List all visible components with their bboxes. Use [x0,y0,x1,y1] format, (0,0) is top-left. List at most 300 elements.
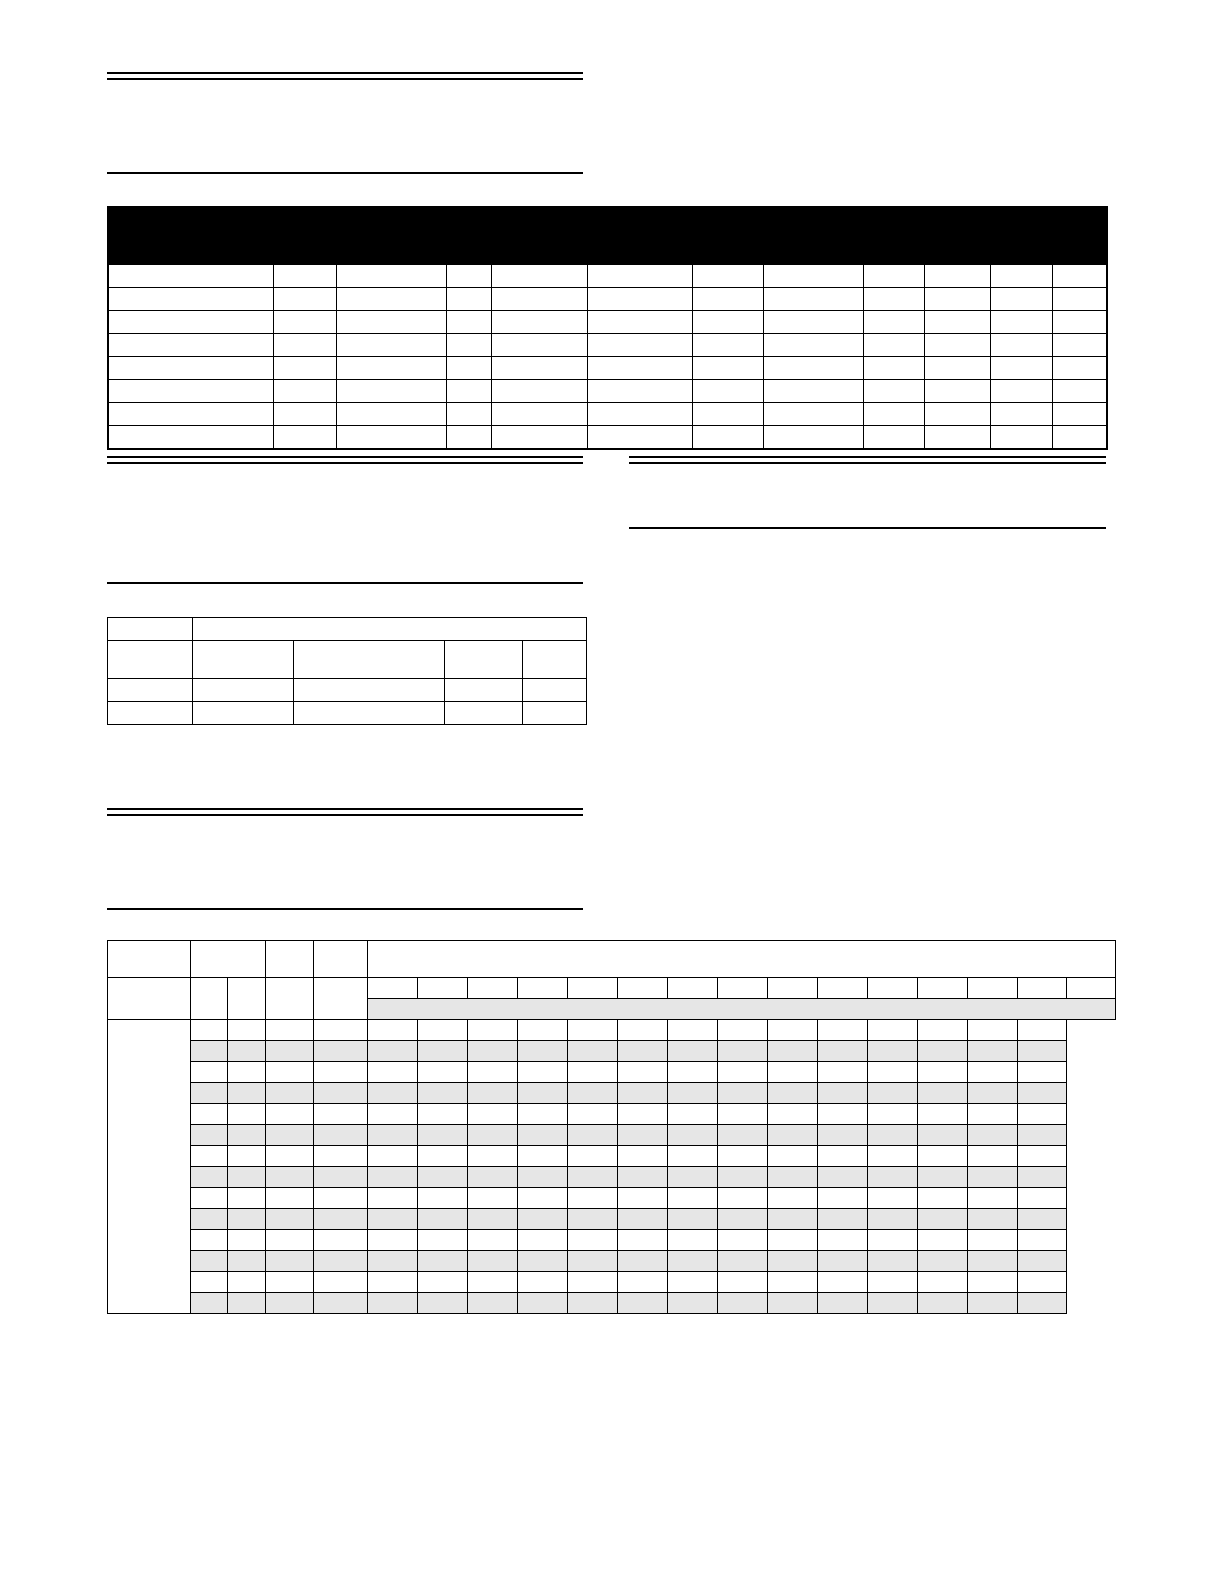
table-cell [108,403,273,426]
table-cell [273,357,336,380]
table-row [108,1272,1116,1293]
table-cell [445,702,523,725]
table-cell [618,1167,668,1188]
table-cell [368,1083,418,1104]
table-cell [1052,311,1107,334]
table-cell [668,1020,718,1041]
table-row [108,1104,1116,1125]
table-cell [587,311,692,334]
table-cell [314,1104,368,1125]
table-cell [446,334,491,357]
table-cell [818,1293,868,1314]
table-cell [618,1230,668,1251]
table-cell [863,403,924,426]
data-table-1 [107,206,1108,450]
table-cell [968,1251,1018,1272]
table-cell [668,1230,718,1251]
table-cell [368,1041,418,1062]
table-cell [768,1083,818,1104]
table-cell [618,1104,668,1125]
table-cell [568,1104,618,1125]
table-cell [618,1251,668,1272]
table-cell [445,679,523,702]
table-cell [868,1041,918,1062]
table-cell [491,288,587,311]
table-cell [228,1167,266,1188]
table-cell [1018,1020,1067,1041]
table-column-number [368,978,418,999]
table-cell [768,1104,818,1125]
table-cell [863,357,924,380]
table-cell [718,1125,768,1146]
table-cell [368,1104,418,1125]
table-cell [968,1020,1018,1041]
table-cell [568,1125,618,1146]
table-cell [468,1230,518,1251]
table-cell [108,702,193,725]
table-row [108,1041,1116,1062]
table-cell [668,1041,718,1062]
table-cell [1018,1125,1067,1146]
table-row [108,1062,1116,1083]
table-cell [491,311,587,334]
table-cell [191,1104,228,1125]
table-cell [718,1188,768,1209]
table-cell [228,1188,266,1209]
table-column-number [968,978,1018,999]
table-cell [266,1104,314,1125]
table-cell [918,1293,968,1314]
table-cell [692,334,763,357]
table-cell [518,1251,568,1272]
table-cell [468,1209,518,1230]
table-cell [468,1293,518,1314]
table-header-cell [266,978,314,1020]
table-sub-header-row [108,641,587,679]
table-cell [968,1083,1018,1104]
table-cell [1018,1209,1067,1230]
table-cell [1018,1083,1067,1104]
table-cell [336,288,446,311]
table-cell [314,1251,368,1272]
table-cell [368,1272,418,1293]
table-cell [228,1272,266,1293]
table-cell [108,265,273,288]
table-cell [491,426,587,450]
table-cell [446,265,491,288]
table-row [108,1188,1116,1209]
table-cell [924,357,990,380]
table-cell [818,1083,868,1104]
table-cell [368,1230,418,1251]
table-cell [618,1125,668,1146]
table-header-cell [273,207,336,265]
table-row [108,1020,1116,1041]
table-column-number [818,978,868,999]
table-cell [768,1125,818,1146]
table-cell [718,1083,768,1104]
table-cell [818,1230,868,1251]
table-cell [968,1293,1018,1314]
table-cell [418,1083,468,1104]
table-cell [446,357,491,380]
table-cell [818,1167,868,1188]
table-cell [868,1125,918,1146]
section-rule-bottom [629,527,1106,529]
table-cell [968,1167,1018,1188]
table-cell [587,334,692,357]
table-row [108,1125,1116,1146]
table-cell [418,1230,468,1251]
table-cell [108,311,273,334]
table-cell [368,1209,418,1230]
table-cell [418,1209,468,1230]
table-cell [468,1167,518,1188]
table-cell [518,1083,568,1104]
table-cell [918,1188,968,1209]
table-cell [518,1041,568,1062]
table-cell [768,1209,818,1230]
table-cell [446,426,491,450]
table-column-number [618,978,668,999]
table-cell [587,380,692,403]
table-cell [336,426,446,450]
table-cell [868,1251,918,1272]
table-cell [273,334,336,357]
table-cell [294,702,445,725]
table-cell [968,1041,1018,1062]
table-cell [228,1146,266,1167]
table-column-number-row [108,978,1116,999]
table-cell [868,1062,918,1083]
table-column-number [668,978,718,999]
table-cell [968,1188,1018,1209]
table-cell [518,1020,568,1041]
table-group-header-row [108,618,587,641]
table-cell [336,380,446,403]
table-cell [523,702,587,725]
table-cell [768,1041,818,1062]
table-cell [918,1083,968,1104]
table-cell [273,426,336,450]
table-row [108,334,1107,357]
table-cell [868,1293,918,1314]
table-cell [918,1272,968,1293]
table-cell [763,265,863,288]
table-cell [818,1146,868,1167]
table-cell [818,1062,868,1083]
table-cell [368,1188,418,1209]
table-cell [108,380,273,403]
table-cell [918,1230,968,1251]
table-cell [191,1083,228,1104]
table-cell [692,380,763,403]
table-header-cell [314,941,368,978]
section-rule-top [107,808,583,816]
table-cell [818,1188,868,1209]
table-row [108,702,587,725]
table-cell [491,380,587,403]
table-cell [418,1167,468,1188]
table-cell [668,1272,718,1293]
table-cell [918,1251,968,1272]
table-cell [1018,1293,1067,1314]
table-cell [718,1230,768,1251]
table-cell [918,1125,968,1146]
table-cell [968,1062,1018,1083]
table-row [108,1230,1116,1251]
table-row [108,426,1107,450]
table-header-cell [108,618,193,641]
table-cell [523,679,587,702]
table-cell [468,1104,518,1125]
table-cell [491,334,587,357]
table-cell [868,1146,918,1167]
table-cell [668,1209,718,1230]
table-cell [518,1125,568,1146]
table-band-cell [368,999,1116,1020]
table-cell [763,357,863,380]
section-rule-bottom [107,582,583,584]
table-cell [191,1041,228,1062]
table-cell [368,1020,418,1041]
table-cell [668,1167,718,1188]
table-cell [868,1104,918,1125]
table-cell [368,1146,418,1167]
table-cell [468,1020,518,1041]
table-cell [692,288,763,311]
table-cell [314,1230,368,1251]
table-cell [468,1251,518,1272]
table-cell [191,1188,228,1209]
table-cell [1018,1146,1067,1167]
table-cell [314,1062,368,1083]
table-cell [763,403,863,426]
table-cell [668,1104,718,1125]
table-cell [618,1146,668,1167]
table-cell [587,403,692,426]
table-cell [818,1104,868,1125]
table-row [108,265,1107,288]
table-cell [768,1167,818,1188]
table-cell [273,403,336,426]
table-cell [108,288,273,311]
table-cell [1018,1104,1067,1125]
table-cell [418,1251,468,1272]
table-cell [491,403,587,426]
table-cell [863,265,924,288]
table-row [108,311,1107,334]
table-cell [273,288,336,311]
table-cell [968,1104,1018,1125]
table-cell [1052,426,1107,450]
section-rule-top [107,72,583,80]
table-cell [718,1020,768,1041]
table-cell [193,679,294,702]
table-cell [468,1125,518,1146]
table-cell [1052,380,1107,403]
table-cell [568,1251,618,1272]
table-header-cell [446,207,491,265]
table-header-cell [1052,207,1107,265]
table-cell [918,1041,968,1062]
table-cell [968,1272,1018,1293]
table-cell [491,357,587,380]
table-cell [418,1146,468,1167]
table-cell [1052,288,1107,311]
table-cell [692,426,763,450]
table-cell [228,1020,266,1041]
table-cell [863,288,924,311]
table-cell [108,426,273,450]
table-cell [314,1188,368,1209]
table-cell [568,1272,618,1293]
table-cell [568,1083,618,1104]
table-cell [1018,1188,1067,1209]
row-group-label [108,1020,191,1314]
table-cell [868,1230,918,1251]
table-cell [568,1041,618,1062]
table-cell [266,1041,314,1062]
table-cell [314,1146,368,1167]
table-cell [918,1167,968,1188]
table-cell [191,1125,228,1146]
table-cell [518,1293,568,1314]
section-rule-bottom [107,172,583,174]
table-cell [668,1293,718,1314]
table-cell [1018,1167,1067,1188]
table-cell [990,288,1052,311]
table-cell [968,1230,1018,1251]
table-cell [468,1272,518,1293]
table-cell [228,1041,266,1062]
table-row [108,288,1107,311]
table-cell [587,288,692,311]
table-cell [768,1272,818,1293]
table-cell [418,1272,468,1293]
table-cell [518,1104,568,1125]
table-row [108,679,587,702]
table-cell [418,1020,468,1041]
table-cell [518,1209,568,1230]
table-cell [863,380,924,403]
table-header-cell [191,941,266,978]
table-cell [273,311,336,334]
table-cell [968,1146,1018,1167]
table-cell [868,1083,918,1104]
table-cell [1018,1251,1067,1272]
table-cell [918,1020,968,1041]
table-cell [314,1083,368,1104]
table-cell [314,1272,368,1293]
table-cell [1018,1041,1067,1062]
table-cell [818,1041,868,1062]
table-row [108,1251,1116,1272]
table-cell [446,403,491,426]
table-cell [692,403,763,426]
table-cell [446,288,491,311]
table-cell [818,1272,868,1293]
table-cell [768,1251,818,1272]
table-cell [768,1146,818,1167]
table-cell [518,1146,568,1167]
table-cell [446,311,491,334]
table-cell [718,1041,768,1062]
table-cell [568,1146,618,1167]
table-header-cell [193,618,587,641]
table-cell [868,1188,918,1209]
table-header-cell [108,978,191,1020]
table-cell [418,1041,468,1062]
table-column-number [568,978,618,999]
table-cell [1018,1062,1067,1083]
table-cell [468,1146,518,1167]
table-cell [568,1062,618,1083]
table-cell [368,1167,418,1188]
table-cell [618,1293,668,1314]
table-cell [266,1146,314,1167]
table-cell [768,1188,818,1209]
table-cell [568,1167,618,1188]
table-column-number [918,978,968,999]
table-cell [314,1209,368,1230]
table-cell [763,334,863,357]
table-column-number [518,978,568,999]
table-cell [763,311,863,334]
table-cell [191,1272,228,1293]
table-cell [228,1083,266,1104]
table-cell [924,426,990,450]
table-cell [191,1209,228,1230]
table-cell [228,1104,266,1125]
table-cell [768,1293,818,1314]
table-cell [418,1062,468,1083]
table-cell [990,380,1052,403]
table-cell [191,1251,228,1272]
table-cell [446,380,491,403]
table-cell [228,1293,266,1314]
table-cell [1052,357,1107,380]
table-cell [618,1272,668,1293]
table-cell [924,380,990,403]
table-cell [191,1146,228,1167]
section-rule-top [107,456,583,464]
table-cell [314,1020,368,1041]
table-cell [273,265,336,288]
table-cell [924,265,990,288]
table-cell [336,357,446,380]
table-row [108,1293,1116,1314]
table-header-cell [924,207,990,265]
table-cell [336,334,446,357]
table-cell [314,1293,368,1314]
table-cell [587,265,692,288]
table-cell [1018,1272,1067,1293]
table-cell [228,1251,266,1272]
table-cell [266,1083,314,1104]
table-cell [990,265,1052,288]
table-cell [518,1230,568,1251]
table-cell [336,403,446,426]
table-cell [266,1188,314,1209]
table-cell [718,1167,768,1188]
table-cell [568,1188,618,1209]
table-cell [990,334,1052,357]
table-cell [990,403,1052,426]
table-cell [368,1251,418,1272]
table-cell [763,426,863,450]
table-cell [1052,265,1107,288]
